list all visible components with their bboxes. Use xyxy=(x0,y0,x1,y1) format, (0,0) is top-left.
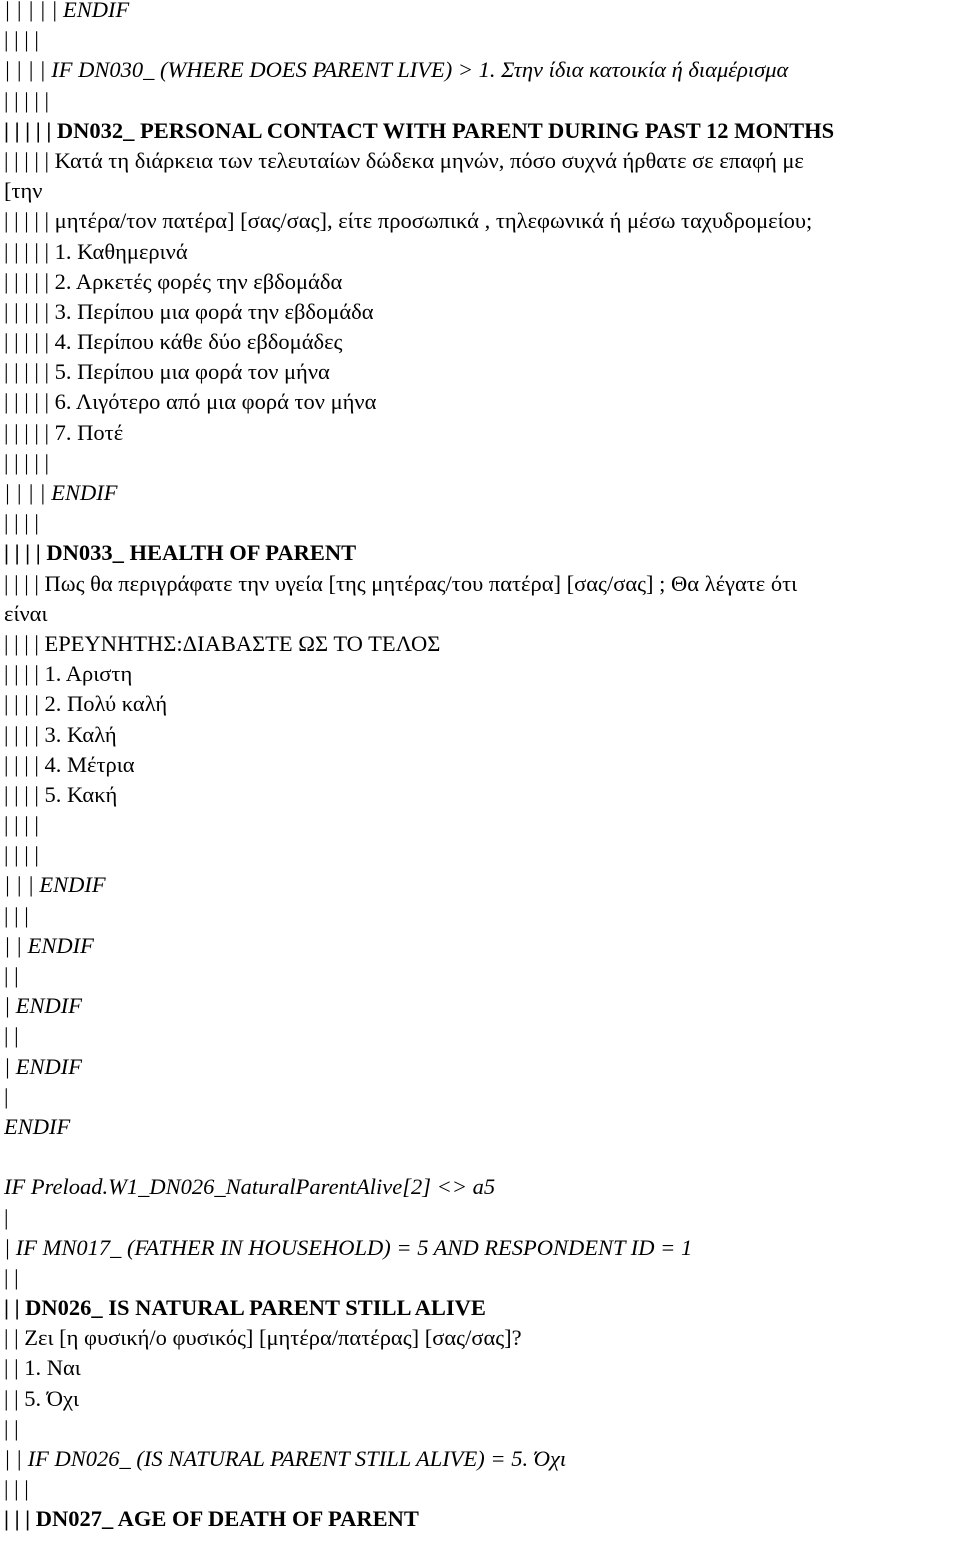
document-line: | | | ENDIF xyxy=(4,872,106,898)
document-line: | | 5. Όχι xyxy=(4,1385,80,1411)
document-line: | | | | xyxy=(4,510,39,536)
document-line: | | | | | 4. Περίπου κάθε δύο εβδομάδες xyxy=(4,329,343,355)
document-line: | | | | | 7. Ποτέ xyxy=(4,419,124,445)
document-line: | | | | ENDIF xyxy=(4,480,118,505)
document-line: | | | | Πως θα περιγράφατε την υγεία [της μητέρας/του πατέρα] [σας/σας] ; Θα λέγατε ότι xyxy=(4,570,798,596)
document-line: | ENDIF xyxy=(4,1053,83,1079)
document-line: | | | | DN033_ HEALTH OF PARENT xyxy=(4,540,357,566)
document-line: | | | | | 2. Αρκετές φορές την εβδομάδα xyxy=(4,268,343,294)
document-line: | | ENDIF xyxy=(4,932,94,958)
questionnaire-document xyxy=(4,0,956,1535)
document-line: | | xyxy=(4,1264,19,1290)
document-line: | | IF DN026_ (IS NATURAL PARENT STILL ALIVE) = 5. Όχι xyxy=(4,1446,567,1471)
document-line: | | | | | 3. Περίπου μια φορά την εβδομάδα xyxy=(4,298,374,324)
document-line: | | | | xyxy=(4,842,39,868)
document-line: | | | | IF DN030_ (WHERE DOES PARENT LIVE) > 1. Στην ίδια κατοικία ή διαμέρισμα xyxy=(4,57,789,83)
document-line: | | | | | xyxy=(4,449,50,475)
document-line: | | | | 4. Μέτρια xyxy=(4,751,135,777)
document-line: | | | | xyxy=(4,812,39,838)
document-line xyxy=(4,1142,956,1172)
document-line: | | Ζει [η φυσική/ο φυσικός] [μητέρα/πατέρας] [σας/σας]? xyxy=(4,1325,522,1351)
document-line: | | xyxy=(4,1415,19,1441)
document-line: ENDIF xyxy=(4,1113,71,1139)
document-line: | | | | | Κατά τη διάρκεια των τελευταίων δώδεκα μηνών, πόσο συχνά ήρθατε σε επαφή με xyxy=(4,147,804,173)
document-line: | | | | | 1. Καθημερινά xyxy=(4,238,188,264)
document-line: | | | | xyxy=(4,27,39,53)
document-line: | | DN026_ IS NATURAL PARENT STILL ALIVE xyxy=(4,1295,486,1321)
document-line: | | | xyxy=(4,902,29,928)
document-line: | | | | | xyxy=(4,87,50,113)
document-line: | ENDIF xyxy=(4,993,83,1019)
document-line: | | | | 5. Κακή xyxy=(4,781,118,807)
document-line: | | | | | 6. Λιγότερο από μια φορά τον μήνα xyxy=(4,389,377,415)
document-line: | | | DN027_ AGE OF DEATH OF PARENT xyxy=(4,1506,419,1532)
document-line: | | | | | 5. Περίπου μια φορά τον μήνα xyxy=(4,359,330,385)
document-line: | | | | 3. Καλή xyxy=(4,721,117,747)
document-line: | | | xyxy=(4,1476,29,1502)
document-line: | | | | 1. Αριστη xyxy=(4,661,133,687)
document-line: | xyxy=(4,1083,9,1109)
document-line: | IF MN017_ (FATHER IN HOUSEHOLD) = 5 AND RESPONDENT ID = 1 xyxy=(4,1234,693,1260)
document-line: | | xyxy=(4,1023,19,1049)
document-line: | | | | 2. Πολύ καλή xyxy=(4,691,168,717)
document-line: | | | | ΕΡΕΥΝΗΤΗΣ:ΔΙΑΒΑΣΤΕ ΩΣ ΤΟ ΤΕΛΟΣ xyxy=(4,630,441,656)
document-line: | | | | | ENDIF xyxy=(4,0,130,22)
document-line: είναι xyxy=(4,600,48,626)
document-line: | | | | | DN032_ PERSONAL CONTACT WITH PARENT DURING PAST 12 MONTHS xyxy=(4,117,835,143)
document-line: | | 1. Ναι xyxy=(4,1355,81,1381)
document-line: IF Preload.W1_DN026_NaturalParentAlive[2] <> a5 xyxy=(4,1174,496,1200)
document-line: | | xyxy=(4,963,19,988)
document-line: | xyxy=(4,1204,9,1230)
document-line: | | | | | μητέρα/τον πατέρα] [σας/σας], είτε προσωπικά , τηλεφωνικά ή μέσω ταχυδρομείου; xyxy=(4,208,813,234)
document-line: [την xyxy=(4,178,43,204)
